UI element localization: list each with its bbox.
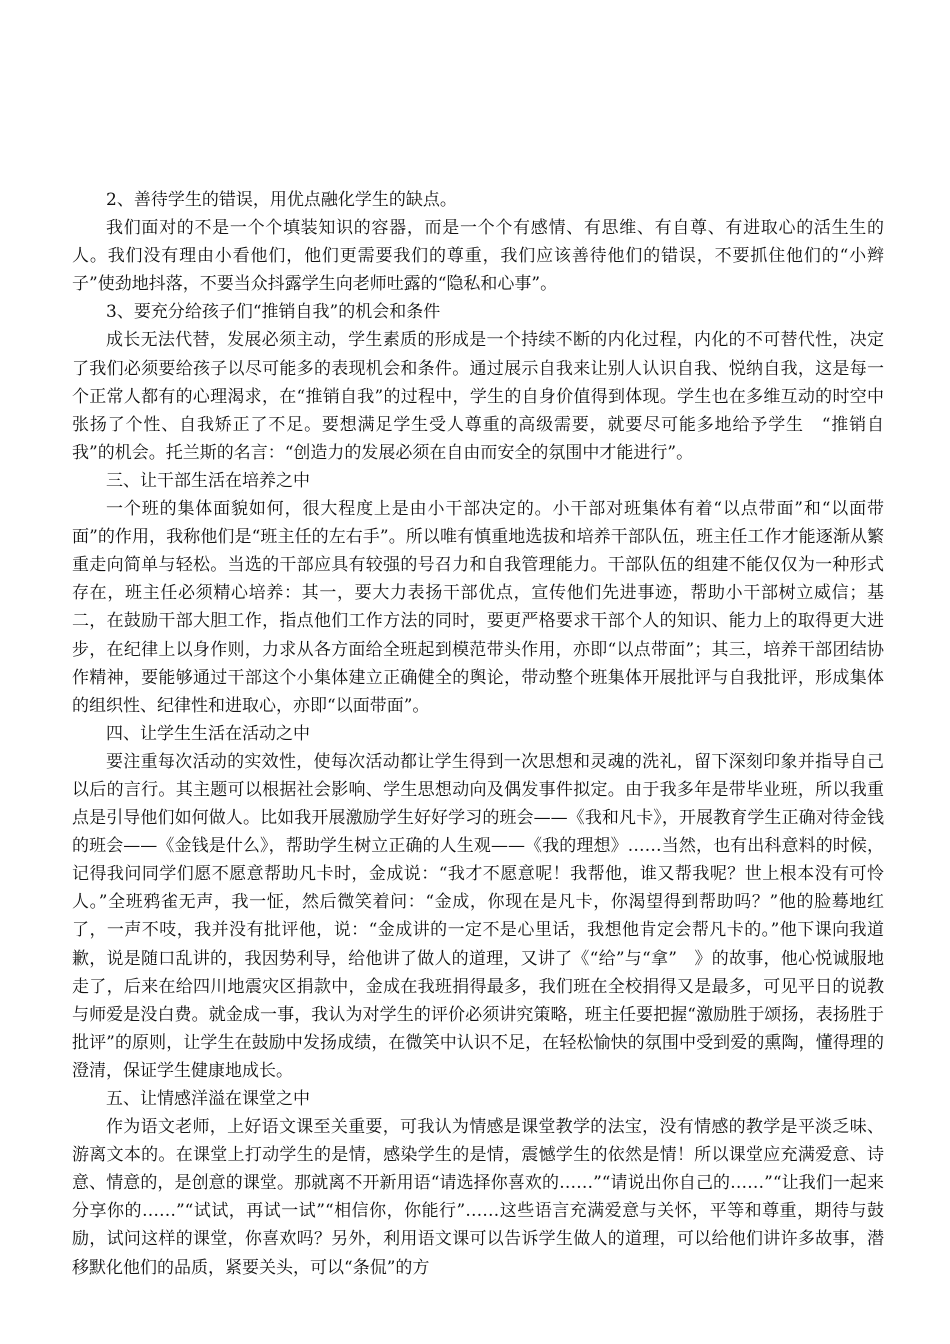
paragraph-classroom: 作为语文老师，上好语文课至关重要，可我认为情感是课堂教学的法宝，没有情感的教学是平淡乏味、游离文本的。在课堂上打动学生的是情，感染学生的是情，震憾学生的依然是情！所以课堂应充满爱意、诗意、情意的，是创意的课堂。那就离不开新用语“请选择你喜欢的……”“请说出你自己的……”“让我们一起来分享你的……”“试试，再试一试”“相信你，你能行”……这些语言充满爱意与关怀，平等和尊重，期待与鼓励，试问这样的课堂，你喜欢吗？另外，利用语文课可以告诉学生做人的道理，可以给他们讲许多故事，潜移默化他们的品质，紧要关头，可以“条侃”的方 [72, 1117, 884, 1278]
paragraph-self-promotion: 成长无法代替，发展必须主动，学生素质的形成是一个持续不断的内化过程，内化的不可替代性，决定了我们必须要给孩子以尽可能多的表现机会和条件。通过展示自我来让别人认识自我、悦纳自我，这是每一个正常人都有的心理渴求，在“推销自我”的过程中，学生的自身价值得到体现。学生也在多维互动的时空中张扬了个性、自我矫正了不足。要想满足学生受人尊重的高级需要，就要尽可能多地给予学生 “推销自我”的机会。托兰斯的名言：“创造力的发展必须在自由而安全的氛围中才能进行”。 [72, 330, 884, 463]
section-heading-classroom: 五、让情感洋溢在课堂之中 [106, 1089, 310, 1109]
paragraph-respect-students: 我们面对的不是一个个填装知识的容器，而是一个个有感情、有思维、有自尊、有进取心的活生生的人。我们没有理由小看他们，他们更需要我们的尊重，我们应该善待他们的错误，不要抓住他们的“小辫子”使劲地抖落，不要当众抖露学生向老师吐露的“隐私和心事”。 [72, 218, 884, 295]
section-heading-activities: 四、让学生生活在活动之中 [106, 723, 310, 744]
paragraph-cadres: 一个班的集体面貌如何，很大程度上是由小干部决定的。小干部对班集体有着“以点带面”和“以面带面”的作用，我称他们是“班主任的左右手”。所以唯有慎重地选拔和培养干部队伍，班主任工作才能逐渐从繁重走向简单与轻松。当选的干部应具有较强的号召力和自我管理能力。干部队伍的组建不能仅仅为一种形式存在，班主任必须精心培养：其一，要大力表扬干部优点，宣传他们先进事迹，帮助小干部树立威信；基二，在鼓励干部大胆工作，指点他们工作方法的同时，要更严格要求干部个人的知识、能力上的取得更大进步，在纪律上以身作则，力求从各方面给全班起到模范带头作用，亦即“以点带面”；其三，培养干部团结协作精神，要能够通过干部这个小集体建立正确健全的舆论，带动整个班集体开展批评与自我批评，形成集体的组织性、纪律性和进取心，亦即“以面带面”。 [72, 499, 884, 716]
section-heading-2: 2、善待学生的错误，用优点融化学生的缺点。 [106, 190, 457, 210]
paragraph-activities: 要注重每次活动的实效性，使每次活动都让学生得到一次思想和灵魂的洗礼，留下深刻印象并指导自己以后的言行。其主题可以根据社会影响、学生思想动向及偶发事件拟定。由于我多年是带毕业班，所以我重点是引导他们如何做人。比如我开展激励学生好好学习的班会——《我和凡卡》，开展教育学生正确对待金钱的班会——《金钱是什么》，帮助学生树立正确的人生观——《我的理想》……当然，也有出科意料的时候，记得我问同学们愿不愿意帮助凡卡时，金成说：“我才不愿意呢！我帮他，谁又帮我呢？世上根本没有可怜人。”全班鸦雀无声，我一怔，然后微笑着问：“金成，你现在是凡卡，你渴望得到帮助吗？”他的脸蓦地红了，一声不吱，我并没有批评他，说：“金成讲的一定不是心里话，我想他肯定会帮凡卡的。”他下课向我道歉，说是随口乱讲的，我因势利导，给他讲了做人的道理，又讲了《“给”与“拿” 》的故事，他心悦诚服地走了，后来在给四川地震灾区捐款中，金成在我班捐得最多，我们班在全校捐得又是最多，可见平日的说教与师爱是没白费。就金成一事，我认为对学生的评价必须讲究策略，班主任要把握“激励胜于颂扬，表扬胜于批评”的原则，让学生在鼓励中发扬成绩，在微笑中认识不足，在轻松愉快的氛围中受到爱的熏陶，懂得理的澄清，保证学生健康地成长。 [72, 751, 884, 1081]
section-heading-cadres: 三、让干部生活在培养之中 [106, 470, 310, 491]
document-page [72, 186, 884, 1282]
section-heading-3: 3、要充分给孩子们“推销自我”的机会和条件 [106, 302, 441, 323]
